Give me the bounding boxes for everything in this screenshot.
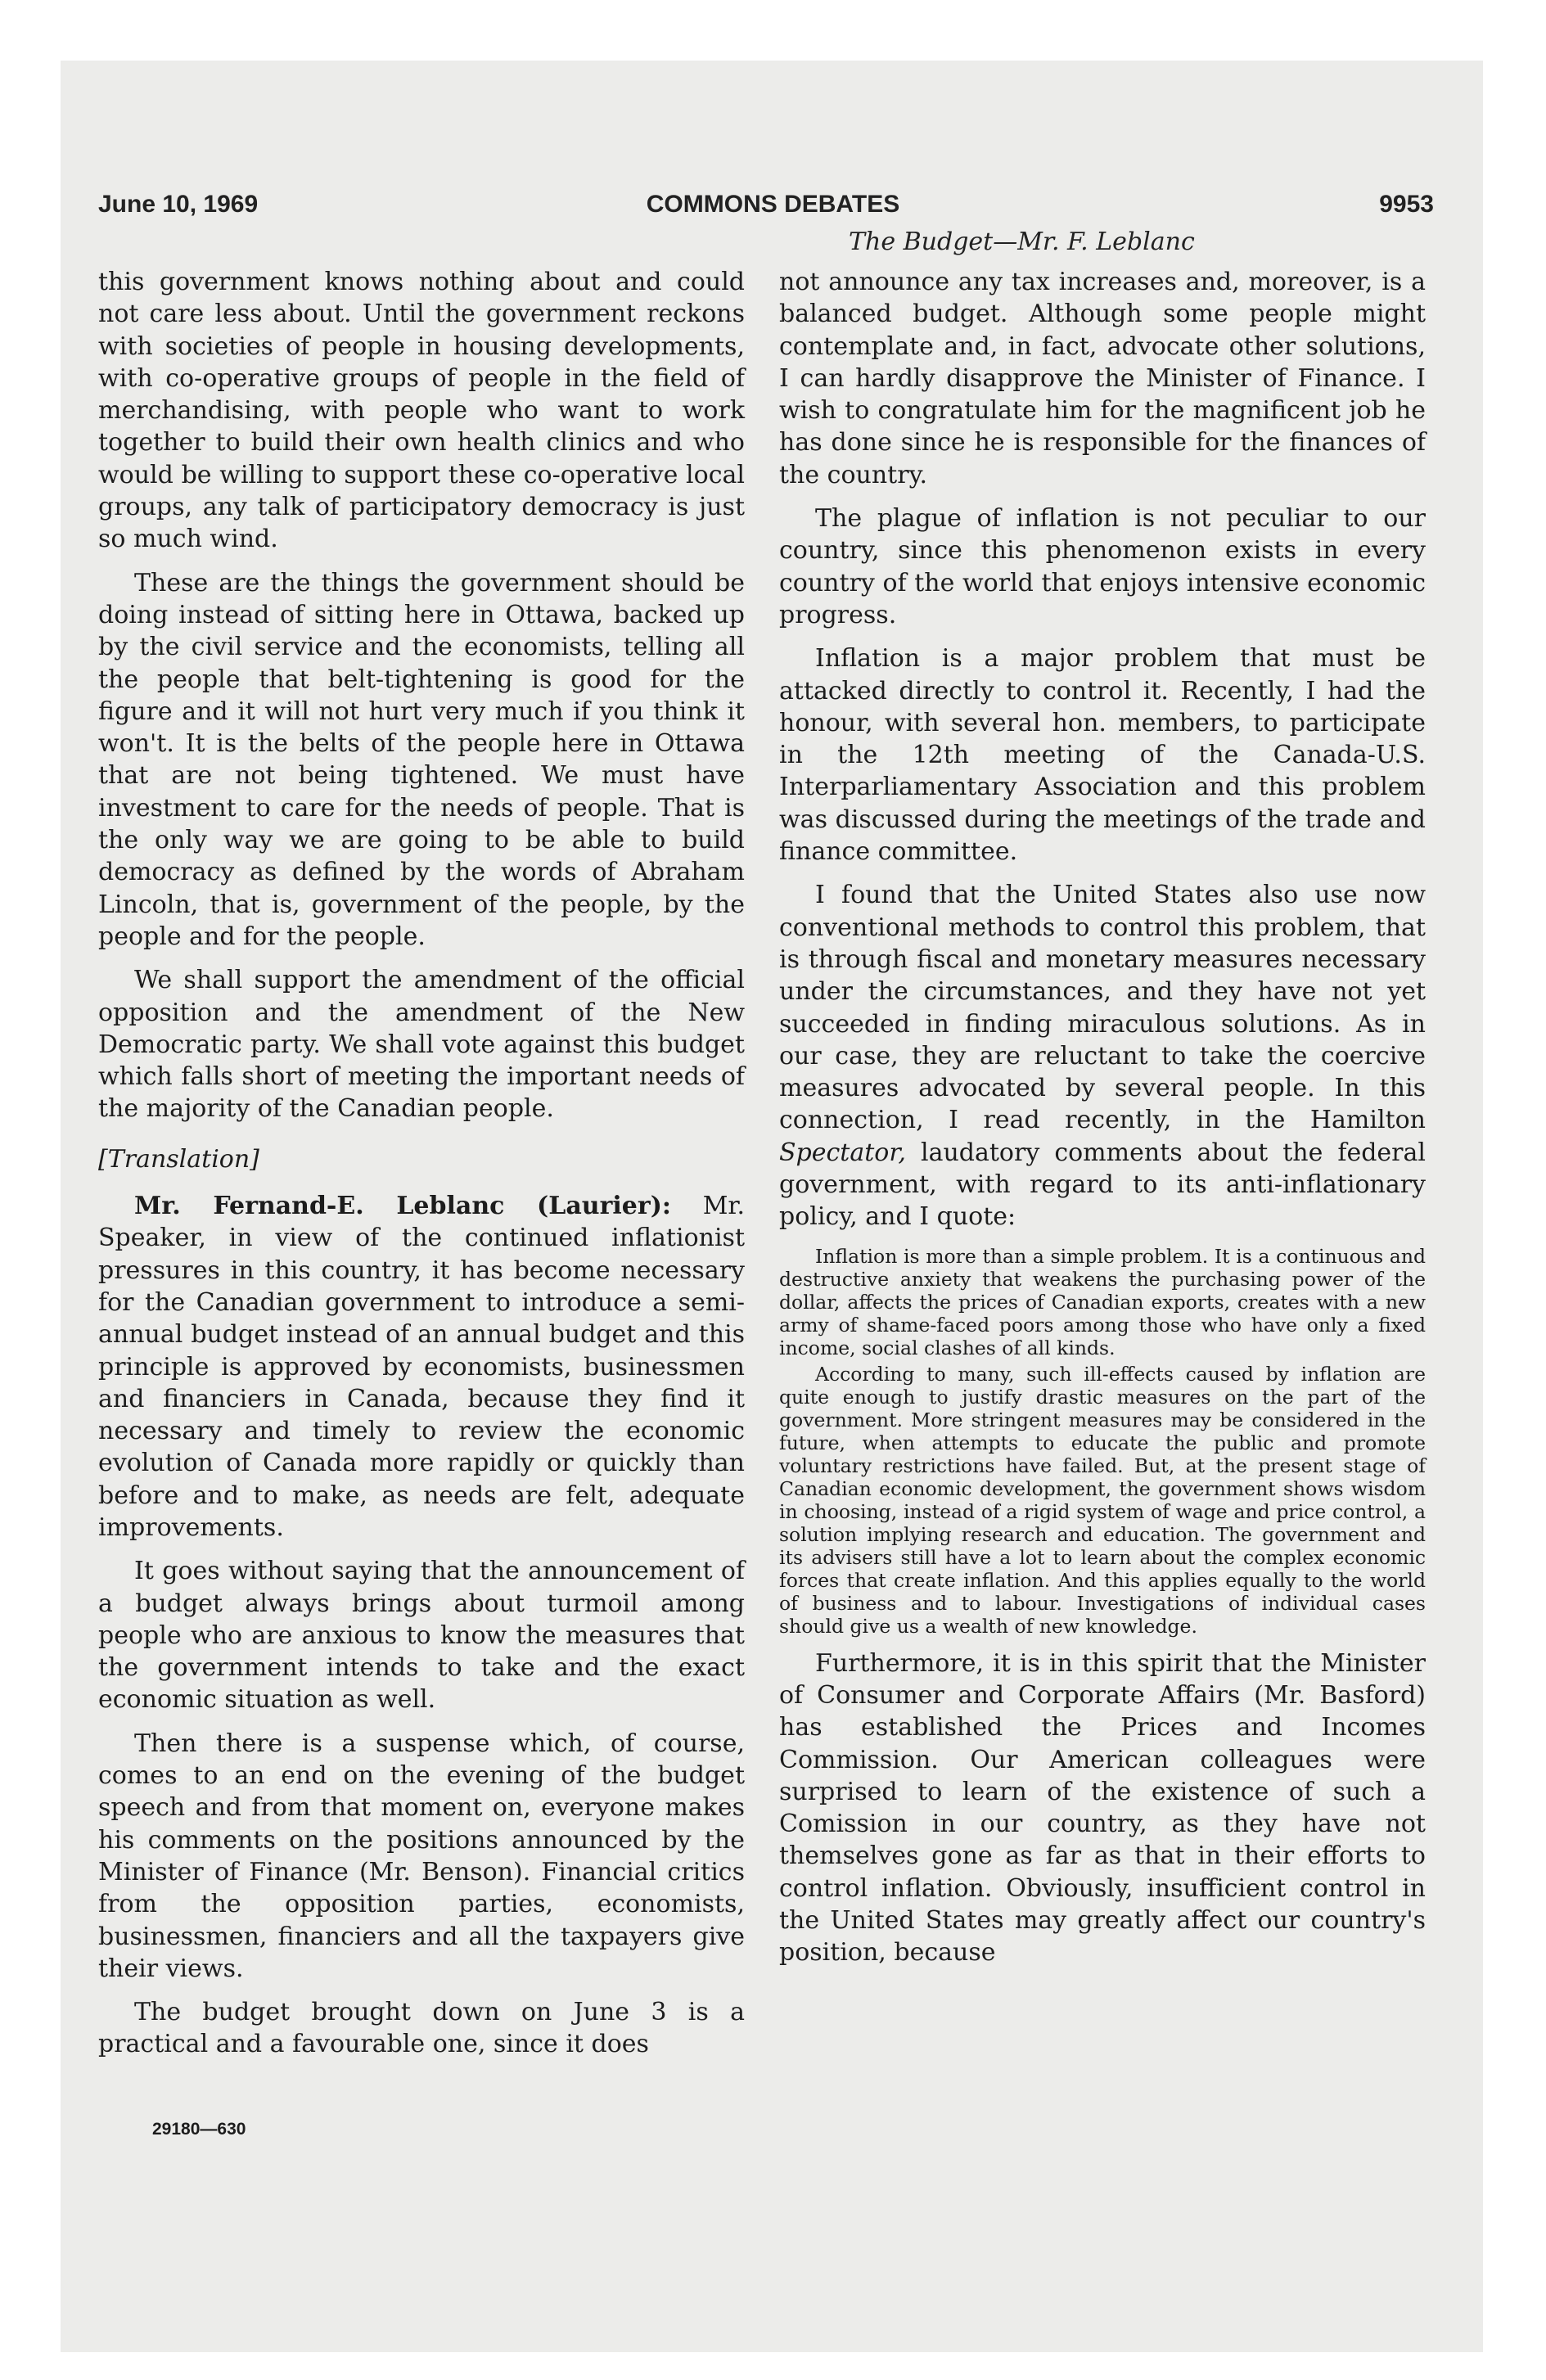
paragraph (779, 879, 1426, 1233)
print-code: 29180—630 (152, 2120, 246, 2139)
block-quote (779, 1245, 1426, 1638)
translation-label: [Translation] (98, 1144, 259, 1174)
header-date: June 10, 1969 (98, 191, 259, 218)
paragraph: this government knows nothing about and could not care less about. Until the government reckons with societies of people in housing developments, with co-operative groups of people in the field of merchandising, with people who want to work together to build their own health clinics and who would be willing to support these co-operative local groups, any talk of participatory democracy is just so much wind. (98, 268, 745, 554)
left-column (98, 266, 745, 2072)
paragraph: We shall support the amendment of the official opposition and the amendment of the New Democratic party. We shall vote against this budget which falls short of meeting the important needs of the majority of the Canadian people. (98, 966, 745, 1124)
paragraph: It goes without saying that the announcement of a budget always brings about turmoil among people who are anxious to know the measures that the government intends to take and the exact economic situation as well. (98, 1557, 745, 1715)
running-head: The Budget—Mr. F. Leblanc (849, 228, 1195, 256)
paragraph: The plague of inflation is not peculiar to our country, since this phenomenon exists in every country of the world that enjoys intensive economic progress. (779, 504, 1426, 629)
speaker-name: Mr. Fernand-E. Leblanc (Laurier): (134, 1192, 671, 1221)
header-title: COMMONS DEBATES (646, 191, 900, 218)
speech-text: Mr. Speaker, in view of the continued inflationist pressures in this country, it has become necessary for the Canadian government to introduce a semi-annual budget instead of an annual budget and this principle is approved by economists, businessmen and financiers in Canada, because they find it necessary and timely to review the economic evolution of Canada more rapidly or quickly than before and to make, as needs are felt, adequate improvements. (98, 1192, 746, 1542)
right-column (779, 266, 1426, 1981)
paragraph: Then there is a suspense which, of course, comes to an end on the evening of the budget speech and from that moment on, everyone makes his comments on the positions announced by the Minister of Finance (Mr. Benson). Financial critics from the opposition parties, economists, businessmen, financiers and all the taxpayers give their views. (98, 1729, 745, 1983)
paragraph: These are the things the government should be doing instead of sitting here in Ottawa, backed up by the civil service and the economists, telling all the people that belt-tightening is good for the figure and it will not hurt very much if you think it won't. It is the belts of the people here in Ottawa that are not being tightened. We must have investment to care for the needs of people. That is the only way we are going to be able to build democracy as defined by the words of Abraham Lincoln, that is, government of the people, by the people and for the people. (98, 568, 745, 951)
publication-name: Spectator, (779, 1138, 906, 1167)
text-run: laudatory comments about the federal government, with regard to its anti-inflationary policy, and I quote: (779, 1138, 1426, 1232)
quote-paragraph: According to many, such ill-effects caused by inflation are quite enough to justify drastic measures on the part of the government. More stringent measures may be considered in the future, when attempts to educate the public and promote voluntary restrictions have failed. But, at the present stage of Canadian economic development, the government shows wisdom in choosing, instead of a rigid system of wage and price control, a solution implying research and education. The government and its advisers still have a lot to learn about the complex economic forces that create inflation. And this applies equally to the world of business and to labour. Investigations of individual cases should give us a wealth of new knowledge. (779, 1362, 1426, 1638)
page-number: 9953 (1379, 191, 1434, 218)
text-run: I found that the United States also use now conventional methods to control this problem, that is through fiscal and monetary measures necessary under the circumstances, and they have not yet succeeded in finding miraculous solutions. As in our case, they are reluctant to take the coercive measures advocated by several people. In this connection, I read recently, in the Hamilton (779, 881, 1426, 1135)
paragraph: The budget brought down on June 3 is a practical and a favourable one, since it does (98, 1998, 745, 2059)
paragraph: not announce any tax increases and, moreover, is a balanced budget. Although some people might contemplate and, in fact, advocate other solutions, I can hardly disapprove the Minister of Finance. I wish to congratulate him for the magnificent job he has done since he is responsible for the finances of the country. (779, 268, 1426, 489)
paragraph: Furthermore, it is in this spirit that the Minister of Consumer and Corporate Affairs (Mr. Basford) has established the Prices and Incomes Commission. Our American colleagues were surprised to learn of the existence of such a Comission in our country, as they have not themselves gone as far as that in their efforts to control inflation. Obviously, insufficient control in the United States may greatly affect our country's position, because (779, 1648, 1426, 1968)
speech-paragraph (98, 1190, 745, 1544)
quote-paragraph: Inflation is more than a simple problem. It is a continuous and destructive anxiety that weakens the purchasing power of the dollar, affects the prices of Canadian exports, creates with a new army of shame-faced poors among those who have only a fixed income, social clashes of all kinds. (779, 1244, 1426, 1359)
paragraph: Inflation is a major problem that must be attacked directly to control it. Recently, I had the honour, with several hon. members, to participate in the 12th meeting of the Canada-U.S. Interparliamentary Association and this problem was discussed during the meetings of the trade and finance committee. (779, 644, 1426, 867)
